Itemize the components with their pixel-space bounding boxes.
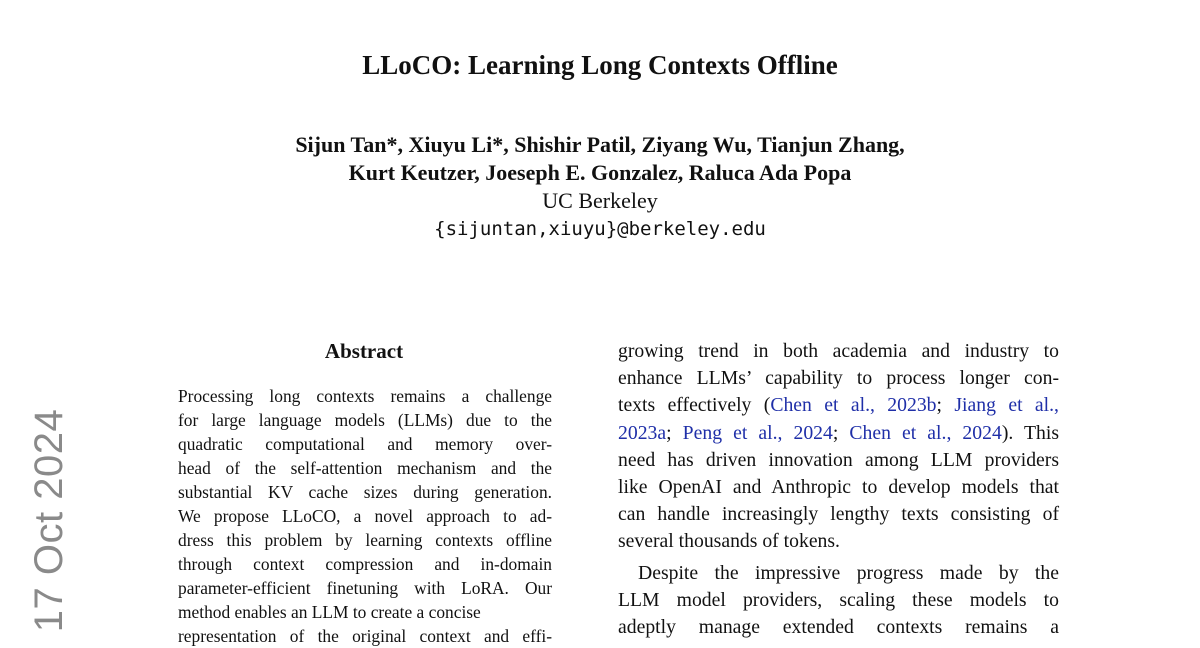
citation-link[interactable]: Chen et al., 2024 bbox=[849, 421, 1002, 444]
intro-line: can handle increasingly lengthy texts consisting of bbox=[618, 503, 1059, 526]
author-line-1: Sijun Tan*, Xiuyu Li*, Shishir Patil, Ziyang Wu, Tianjun Zhang, bbox=[295, 132, 905, 157]
paper-title: LLoCO: Learning Long Contexts Offline bbox=[362, 50, 838, 80]
intro-line: growing trend in both academia and industry to bbox=[618, 340, 1059, 362]
intro-line: several thousands of tokens. bbox=[618, 530, 840, 553]
abstract-body bbox=[178, 384, 552, 648]
abstract-line: head of the self-attention mechanism and the bbox=[178, 458, 552, 478]
intro-line: need has driven innovation among LLM providers bbox=[618, 448, 1059, 471]
intro-line: like OpenAI and Anthropic to develop models that bbox=[618, 475, 1059, 498]
citation-separator: ; bbox=[832, 421, 850, 444]
author-line-2: Kurt Keutzer, Joeseph E. Gonzalez, Raluca Ada Popa bbox=[348, 160, 852, 185]
citation-link[interactable]: Jiang et al., bbox=[954, 394, 1059, 417]
abstract-line: We propose LLoCO, a novel approach to ad- bbox=[178, 506, 552, 526]
abstract-line: quadratic computational and memory over- bbox=[178, 434, 552, 454]
abstract-line: substantial KV cache sizes during generation. bbox=[178, 482, 552, 502]
arxiv-date-text: 17 Oct 2024 bbox=[27, 408, 72, 632]
intro-line-with-citations bbox=[618, 420, 1059, 447]
abstract-line: method enables an LLM to create a concise bbox=[178, 602, 481, 622]
intro-line: adeptly manage extended contexts remains a bbox=[618, 615, 1059, 638]
abstract-heading: Abstract bbox=[324, 339, 404, 363]
intro-line-with-citations bbox=[618, 392, 1059, 419]
intro-text: ). This bbox=[1001, 421, 1059, 444]
arxiv-date-stamp bbox=[27, 408, 72, 632]
abstract-line: through context compression and in-domain bbox=[178, 554, 552, 574]
citation-link[interactable]: 2023a bbox=[618, 421, 667, 444]
affiliation: UC Berkeley bbox=[542, 188, 658, 213]
introduction-column bbox=[618, 338, 1059, 641]
author-block bbox=[0, 131, 1200, 243]
citation-link[interactable]: Chen et al., 2023b bbox=[770, 394, 937, 417]
abstract-line: Processing long contexts remains a challenge bbox=[178, 386, 552, 406]
abstract-line: dress this problem by learning contexts offline bbox=[178, 530, 552, 550]
intro-line: Despite the impressive progress made by the bbox=[638, 561, 1059, 584]
intro-line: LLM model providers, scaling these models to bbox=[618, 588, 1059, 611]
abstract-line: representation of the original context and effi- bbox=[178, 626, 552, 646]
intro-text: texts effectively ( bbox=[618, 394, 771, 417]
citation-separator: ; bbox=[936, 394, 955, 417]
abstract-line: parameter-efficient finetuning with LoRA. Our bbox=[178, 578, 552, 598]
abstract-line: for large language models (LLMs) due to the bbox=[178, 410, 552, 430]
author-email[interactable]: {sijuntan,xiuyu}@berkeley.edu bbox=[434, 218, 766, 240]
citation-link[interactable]: Peng et al., 2024 bbox=[682, 421, 833, 444]
citation-separator: ; bbox=[666, 421, 683, 444]
intro-line: enhance LLMs’ capability to process longer con- bbox=[618, 367, 1059, 390]
